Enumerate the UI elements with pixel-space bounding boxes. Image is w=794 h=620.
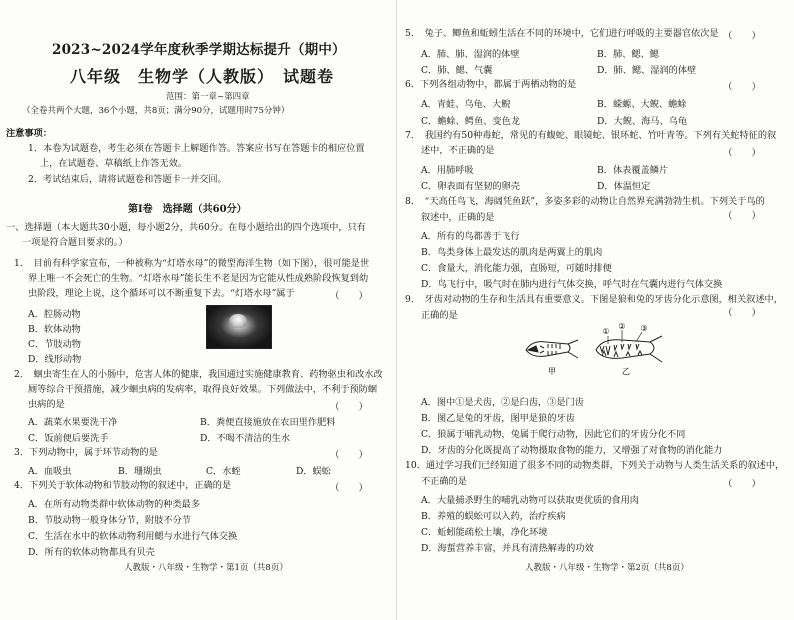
option[interactable]: A．青蛙、乌龟、大鲵 <box>421 99 511 110</box>
option[interactable]: C．饭前便后要洗手 <box>28 433 109 444</box>
question-9-line: 9． 牙齿对动物的生存和生活具有重要意义。下图是狼和兔的牙齿分化示意图，相关叙述中， <box>405 294 783 305</box>
option[interactable]: A．蔬菜水果要洗干净 <box>28 417 118 428</box>
option[interactable]: B．软体动物 <box>28 324 81 335</box>
question-2-line: 2． 蛔虫寄生在人的小肠中，危害人体的健康，我国通过实施健康教育、药物驱虫和改水改 <box>14 369 383 380</box>
option[interactable]: C．生活在水中的软体动物利用鳃与水进行气体交换 <box>28 531 238 542</box>
question-9-line: 正确的是 <box>421 310 458 321</box>
label-marker-2: ② <box>618 322 626 331</box>
question-5-line: 5． 兔子、鲫鱼和蚯蚓生活在不同的环境中，它们进行呼吸的主要器官依次是 <box>405 28 719 39</box>
option[interactable]: B．珊瑚虫 <box>118 466 162 477</box>
question-7-line: 7． 我国约有50种毒蛇，常见的有蝮蛇、眼镜蛇、银环蛇、竹叶青等。下列有关蛇特征的叙 <box>405 130 777 141</box>
option[interactable]: D．线形动物 <box>28 354 82 365</box>
page-footer: 人教版・八年级・生物学・第1页（共8页） <box>124 563 288 573</box>
option[interactable]: B．节肢动物一般身体分节，附肢不分节 <box>28 515 191 526</box>
notes-heading: 注意事项： <box>6 128 52 139</box>
question-1-line: 虫阶段，理论上说，这个循环可以不断重复下去。“灯塔水母”属于 <box>28 288 295 299</box>
figure-label-jia: 甲 <box>548 367 556 376</box>
exam-title-line2: 八年级 生物学（人教版） 试题卷 <box>70 67 335 86</box>
question-4-line: 4．下列关于软体动物和节肢动物的叙述中，正确的是 <box>14 480 232 491</box>
exam-title-line1: 2023~2024学年度秋季学期达标提升（期中） <box>52 42 346 58</box>
answer-paren: （ ） <box>723 211 762 222</box>
option[interactable]: D．蜈蚣 <box>296 466 331 477</box>
label-marker-3: ③ <box>640 324 648 333</box>
option[interactable]: A．腔肠动物 <box>28 309 81 320</box>
answer-paren: （ ） <box>723 308 762 319</box>
section-heading: 第Ⅰ卷 选择题（共60分） <box>128 204 247 215</box>
instruction-line: 一、选择题（本大题共30小题，每小题2分，共60分。在每小题给出的四个选项中，只有 <box>6 222 366 233</box>
answer-paren: （ ） <box>330 450 369 461</box>
note-line: 1．本卷为试题卷，考生必须在答题卡上解题作答。答案应书写在答题卡的相应位置 <box>28 143 365 154</box>
option[interactable]: D．牙齿的分化既提高了动物摄取食物的能力，又增强了对食物的消化能力 <box>421 445 723 456</box>
option[interactable]: B．肺、鳃、鳃 <box>597 49 659 60</box>
question-2-line: 厕等综合干预措施，减少蛔虫病的发病率，取得良好效果。下列做法中，不利于预防蛔 <box>28 384 378 395</box>
question-10-line: 不正确的是 <box>421 476 467 487</box>
option[interactable]: B．鸟类身体上最发达的肌肉是两翼上的肌肉 <box>421 247 603 258</box>
figure-label-yi: 乙 <box>622 367 630 376</box>
option[interactable]: A．图中①是犬齿，②是臼齿，③是门齿 <box>421 397 584 408</box>
instruction-line: 一项是符合题目要求的。） <box>22 237 128 248</box>
option[interactable]: A．大量捕杀野生的哺乳动物可以获取更优质的食用肉 <box>421 495 639 506</box>
option[interactable]: B．图乙是兔的牙齿，图甲是狼的牙齿 <box>421 413 575 424</box>
option[interactable]: C．蟾蜍、鳄鱼、变色龙 <box>421 116 520 127</box>
answer-paren: （ ） <box>723 82 762 93</box>
question-7-line: 述中，不正确的是 <box>421 145 495 156</box>
answer-paren: （ ） <box>723 148 762 159</box>
jaw-jia-drawing <box>526 340 578 358</box>
page-footer: 人教版・八年级・生物学・第2页（共8页） <box>525 563 689 573</box>
option[interactable]: B．体表覆盖鳞片 <box>597 165 669 176</box>
option[interactable]: C．肺、鳃、气囊 <box>421 65 493 76</box>
option[interactable]: C．水蛭 <box>206 466 241 477</box>
question-3-line: 3．下列动物中，属于环节动物的是 <box>14 447 158 458</box>
note-line: 2．考试结束后，请将试题卷和答题卡一并交回。 <box>28 174 227 185</box>
option[interactable]: A．在所有动物类群中软体动物的种类最多 <box>28 499 201 510</box>
option[interactable]: A．用肺呼吸 <box>421 165 474 176</box>
option[interactable]: D．大鲵、海马、乌龟 <box>597 116 688 127</box>
option[interactable]: C．卵表面有坚韧的卵壳 <box>421 181 520 192</box>
option[interactable]: B．蝾螈、大鲵、蟾蜍 <box>597 99 687 110</box>
answer-paren: （ ） <box>723 479 762 490</box>
option[interactable]: D．鸟飞行中，吸气时在肺内进行气体交换，呼气时在气囊内进行气体交换 <box>421 279 723 290</box>
option[interactable]: A．所有的鸟都善于飞行 <box>421 231 520 242</box>
option[interactable]: D．肺、鳃、湿润的体壁 <box>597 65 697 76</box>
question-8-line: 8． “天高任鸟飞，海阔凭鱼跃”，多姿多彩的动物让自然界充满勃勃生机。下列关于鸟的 <box>405 196 765 207</box>
exam-meta: （全卷共两个大题，36个小题，共8页；满分90分，试题用时75分钟） <box>22 106 290 116</box>
option[interactable]: D．不喝不清洁的生水 <box>200 433 291 444</box>
teeth-diagram <box>522 322 672 386</box>
option[interactable]: B．粪便直接施放在农田里作肥料 <box>200 417 336 428</box>
exam-scope: 范围：第一章~第四章 <box>166 92 250 102</box>
option[interactable]: C．食量大，消化能力强，直肠短，可随时排便 <box>421 263 612 274</box>
answer-paren: （ ） <box>723 31 762 42</box>
option[interactable]: D．海蜇营养丰富，并具有清热解毒的功效 <box>421 543 594 554</box>
right-page <box>397 0 794 620</box>
answer-paren: （ ） <box>330 291 369 302</box>
answer-paren: （ ） <box>330 402 369 413</box>
option[interactable]: C．蚯蚓能疏松土壤，净化环境 <box>421 527 548 538</box>
option[interactable]: A．血吸虫 <box>28 466 72 477</box>
option[interactable]: C．节肢动物 <box>28 339 81 350</box>
option[interactable]: D．所有的软体动物都具有贝壳 <box>28 547 155 558</box>
answer-paren: （ ） <box>330 483 369 494</box>
option[interactable]: A．肺、肺、湿润的体壁 <box>421 49 520 60</box>
option[interactable]: B．养殖的蜈蚣可以入药，治疗疾病 <box>421 511 566 522</box>
note-line: 上，在试题卷、草稿纸上作答无效。 <box>40 158 187 169</box>
option[interactable]: D．体温恒定 <box>597 181 651 192</box>
question-10-line: 10．通过学习我们已经知道了很多不同的动物类群，下列关于动物与人类生活关系的叙述中， <box>405 460 785 471</box>
question-6-line: 6．下列各组动物中，都属于两栖动物的是 <box>405 79 577 90</box>
lighthouse-jellyfish-photo <box>206 305 272 349</box>
option[interactable]: C．狼属于哺乳动物，兔属于爬行动物，因此它们的牙齿分化不同 <box>421 429 686 440</box>
question-8-line: 叙述中，正确的是 <box>421 212 495 223</box>
question-2-line: 虫病的是 <box>28 399 65 410</box>
label-marker-1: ① <box>602 327 610 336</box>
question-1-line: 1． 目前有科学家宣布，一种被称为“灯塔水母”的微型海洋生物（如下图），很可能是世 <box>14 258 370 269</box>
question-1-line: 界上唯一不会死亡的生物。“灯塔水母”能长生不老是因为它能从性成熟阶段恢复到幼 <box>28 273 369 284</box>
